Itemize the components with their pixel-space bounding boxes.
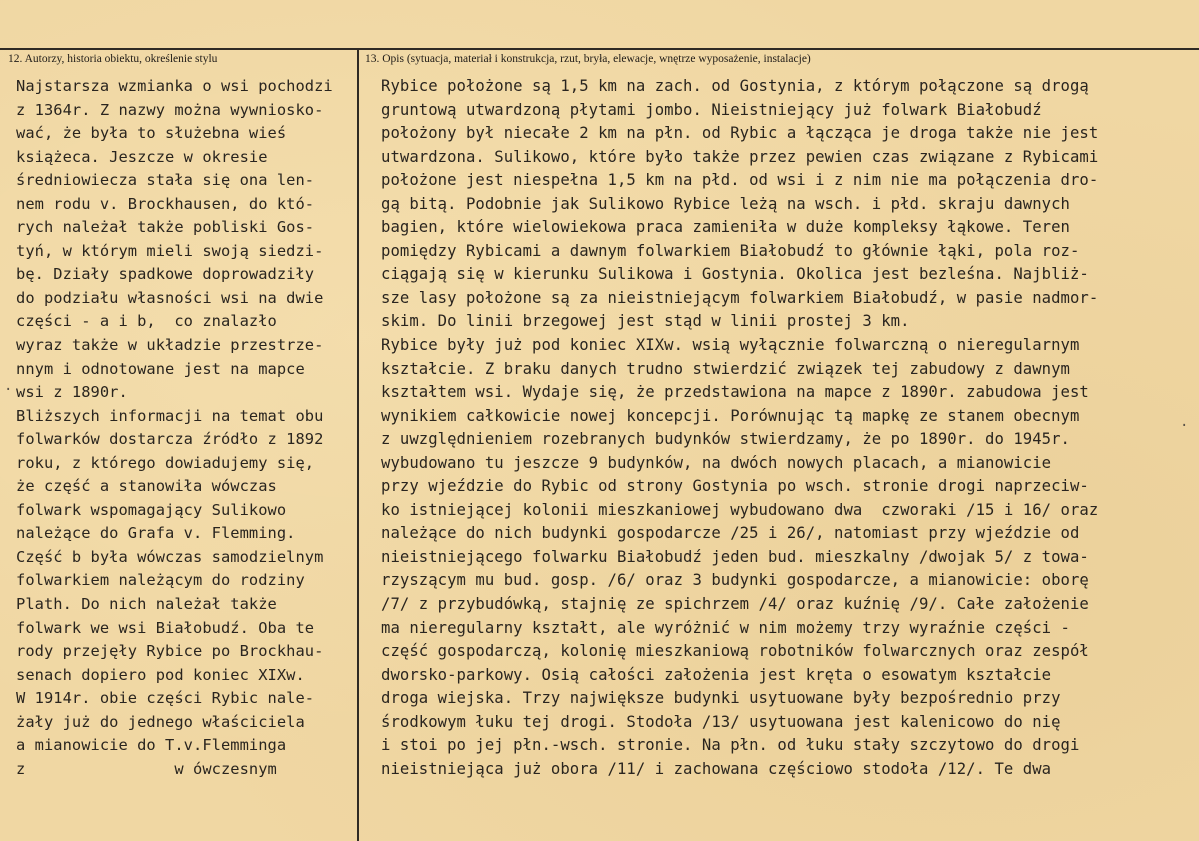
- text-line: Plath. Do nich należał także: [16, 595, 277, 614]
- text-line: kształcie. Z braku danych trudno stwierdzić związek tej zabudowy z dawnym: [381, 359, 1070, 378]
- text-line: z 1364r. Z nazwy można wywniosko-: [16, 100, 324, 119]
- text-line: wyraz także w układzie przestrze-: [16, 336, 324, 355]
- text-line: ko istniejącej kolonii mieszkaniowej wybudowano dwa czworaki /15 i 16/ oraz: [381, 500, 1099, 519]
- text-line: wynikiem całkowicie nowej koncepcji. Porównując tą mapkę ze stanem obecnym: [381, 406, 1080, 425]
- text-line: należące do nich budynki gospodarcze /25 i 26/, natomiast przy wjeździe od: [381, 524, 1080, 543]
- text-line: Rybice położone są 1,5 km na zach. od Gostynia, z którym połączone są drogą: [381, 77, 1089, 95]
- text-line: środkowym łuku tej drogi. Stodoła /13/ usytuowana jest kalenicowo do nię: [381, 712, 1061, 731]
- history-column: [16, 75, 352, 781]
- text-line: rody przejęły Rybice po Brockhau-: [16, 642, 324, 661]
- text-line: że część a stanowiła wówczas: [16, 477, 277, 496]
- text-line: należące do Grafa v. Flemming.: [16, 524, 296, 543]
- section-12-heading: 12. Autorzy, historia obiektu, określenie stylu: [8, 53, 218, 65]
- text-line: gą bitą. Podobnie jak Sulikowo Rybice leżą na wsch. i płd. skraju dawnych: [381, 194, 1070, 213]
- text-line: części - a i b, co znalazło: [16, 312, 277, 331]
- text-line: książeca. Jeszcze w okresie: [16, 147, 268, 166]
- text-line: nieistniejąca już obora /11/ i zachowana częściowo stodoła /12/. Te dwa: [381, 759, 1052, 778]
- text-line: nem rodu v. Brockhausen, do któ-: [16, 194, 315, 213]
- text-line: z w ówczesnym: [16, 759, 277, 778]
- text-line: położone jest niespełna 1,5 km na płd. od wsi i z nim nie ma połączenia dro-: [381, 171, 1099, 190]
- text-line: ciągają się w kierunku Sulikowa i Gostynia. Okolica jest bezleśna. Najbliż-: [381, 265, 1089, 284]
- text-line: Część b była wówczas samodzielnym: [16, 547, 324, 566]
- text-line: nnym i odnotowane jest na mapce: [16, 359, 305, 378]
- text-line: /7/ z przybudówką, stajnię ze spichrzem /4/ oraz kuźnię /9/. Całe założenie: [381, 595, 1089, 614]
- text-line: wać, że była to służebna wieś: [16, 124, 287, 143]
- text-line: bagien, które wielowiekowa praca zamieniła w duże kompleksy łąkowe. Teren: [381, 218, 1070, 237]
- column-divider: [357, 48, 359, 841]
- text-line: wsi z 1890r.: [16, 383, 128, 402]
- text-line: Rybice były już pod koniec XIXw. wsią wyłącznie folwarczną o nieregularnym: [381, 336, 1080, 355]
- text-line: folwark wspomagający Sulikowo: [16, 500, 287, 519]
- section-13-heading: 13. Opis (sytuacja, materiał i konstrukcja, rzut, bryła, elewacje, wnętrze wyposażenie, instalacje): [365, 53, 811, 65]
- text-line: bę. Działy spadkowe doprowadziły: [16, 265, 315, 284]
- text-line: senach dopiero pod koniec XIXw.: [16, 665, 305, 684]
- text-line: folwarków dostarcza źródło z 1892: [16, 430, 324, 449]
- text-line: W 1914r. obie części Rybic nale-: [16, 689, 315, 708]
- text-line: Bliższych informacji na temat obu: [16, 406, 324, 425]
- text-line: położony był niecałe 2 km na płn. od Rybic a łącząca je droga także nie jest: [381, 124, 1099, 143]
- text-line: część gospodarczą, kolonię mieszkaniową robotników folwarcznych oraz zespół: [381, 642, 1089, 661]
- text-line: utwardzona. Sulikowo, które było także przez pewien czas związane z Rybicami: [381, 147, 1099, 166]
- text-line: do podziału własności wsi na dwie: [16, 288, 324, 307]
- text-line: nieistniejącego folwarku Białobudź jeden bud. mieszkalny /dwojak 5/ z towa-: [381, 547, 1089, 566]
- margin-mark: ·: [4, 382, 13, 398]
- text-line: gruntową utwardzoną płytami jombo. Nieistniejący już folwark Białobudź: [381, 100, 1042, 119]
- text-line: rzyszącym mu bud. gosp. /6/ oraz 3 budynki gospodarcze, a mianowicie: oborę: [381, 571, 1089, 590]
- text-line: rych należał także pobliski Gos-: [16, 218, 315, 237]
- text-line: folwark we wsi Białobudź. Oba te: [16, 618, 315, 637]
- text-line: i stoi po jej płn.-wsch. stronie. Na płn. od łuku stały szczytowo do drogi: [381, 736, 1080, 755]
- text-line: ma nieregularny kształt, ale wyróżnić w nim możemy trzy wyraźnie części -: [381, 618, 1070, 637]
- text-line: przy wjeździe do Rybic od strony Gostynia po wsch. stronie drogi naprzeciw-: [381, 477, 1089, 496]
- text-line: średniowiecza stała się ona len-: [16, 171, 315, 190]
- text-line: kształtem wsi. Wydaje się, że przedstawiona na mapce z 1890r. zabudowa jest: [381, 383, 1089, 402]
- text-line: Najstarsza wzmianka o wsi pochodzi: [16, 77, 333, 95]
- text-line: wybudowano tu jeszcze 9 budynków, na dwóch nowych placach, a mianowicie: [381, 453, 1052, 472]
- text-line: z uwzględnieniem rozebranych budynków stwierdzamy, że po 1890r. do 1945r.: [381, 430, 1070, 449]
- description-column: [381, 75, 1191, 781]
- text-line: a mianowicie do T.v.Flemminga: [16, 736, 287, 755]
- text-line: pomiędzy Rybicami a dawnym folwarkiem Białobudź to głównie łąki, pola roz-: [381, 241, 1080, 260]
- text-line: tyń, w którym mieli swoją siedzi-: [16, 241, 324, 260]
- text-line: żały już do jednego właściciela: [16, 712, 305, 731]
- text-line: folwarkiem należącym do rodziny: [16, 571, 305, 590]
- text-line: roku, z którego dowiadujemy się,: [16, 453, 315, 472]
- margin-mark: ·: [1180, 418, 1189, 434]
- text-line: skim. Do linii brzegowej jest stąd w linii prostej 3 km.: [381, 312, 910, 331]
- text-line: sze lasy położone są za nieistniejącym folwarkiem Białobudź, w pasie nadmor-: [381, 288, 1099, 307]
- text-line: dworsko-parkowy. Osią całości założenia jest kręta o esowatym kształcie: [381, 665, 1052, 684]
- top-rule: [0, 48, 1199, 50]
- text-line: droga wiejska. Trzy największe budynki usytuowane były bezpośrednio przy: [381, 689, 1061, 708]
